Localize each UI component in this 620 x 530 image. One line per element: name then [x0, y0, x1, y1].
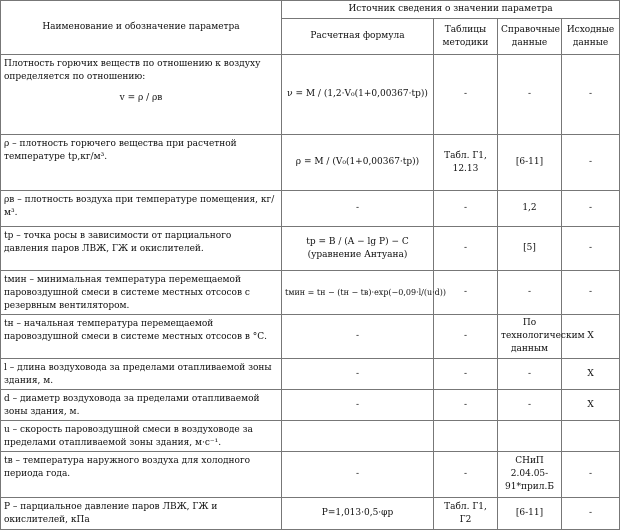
row-reference: -: [498, 271, 562, 315]
row-description: tн – начальная температура перемещаемой паровоздушной смеси в системе местных отсосов в °С.: [1, 315, 282, 359]
row-description: tв – температура наружного воздуха для холодного периода года.: [1, 452, 282, 498]
header-formula: Расчетная формула: [282, 19, 434, 55]
row-formula: [282, 421, 434, 452]
row-description: ρ – плотность горючего вещества при расчетной температуре tр,кг/м³.: [1, 135, 282, 191]
table-row: [1, 271, 620, 315]
table-row: [1, 359, 620, 390]
row-reference: [5]: [498, 227, 562, 271]
row-reference: [6-11]: [498, 498, 562, 530]
row-formula-note: (уравнение Антуана): [307, 249, 408, 260]
row-initial: Х: [562, 390, 620, 421]
row-formula: ν = M / (1,2·V₀(1+0,00367·tр)): [282, 55, 434, 135]
row-initial: -: [562, 452, 620, 498]
row-description: tр – точка росы в зависимости от парциального давления паров ЛВЖ, ГЖ и окислителей.: [1, 227, 282, 271]
row-formula: [282, 227, 434, 271]
row-initial: -: [562, 135, 620, 191]
row-description: u – скорость паровоздушной смеси в воздуховоде за пределами отапливаемой зоны здания, м·с⁻¹.: [1, 421, 282, 452]
row-tables: -: [434, 359, 498, 390]
row-tables: -: [434, 315, 498, 359]
table-row: [1, 135, 620, 191]
row-description: d – диаметр воздуховода за пределами отапливаемой зоны здания, м.: [1, 390, 282, 421]
header-tables: Таблицы методики: [434, 19, 498, 55]
row-reference: 1,2: [498, 191, 562, 227]
table-row: [1, 390, 620, 421]
row-reference: -: [498, 55, 562, 135]
row-tables: Табл. Г1, 12.13: [434, 135, 498, 191]
row-initial: -: [562, 55, 620, 135]
row-reference: -: [498, 359, 562, 390]
row-tables: -: [434, 390, 498, 421]
row-initial: Х: [562, 359, 620, 390]
row-formula: ρ = M / (V₀(1+0,00367·tр)): [282, 135, 434, 191]
row-tables: -: [434, 191, 498, 227]
row-formula: -: [282, 315, 434, 359]
row-reference: -: [498, 390, 562, 421]
header-initial: Исходные данные: [562, 19, 620, 55]
row-description: l – длина воздуховода за пределами отапливаемой зоны здания, м.: [1, 359, 282, 390]
row-formula: -: [282, 359, 434, 390]
table-row: [1, 227, 620, 271]
row-reference: По технологическим данным: [498, 315, 562, 359]
row-desc-text: Плотность горючих веществ по отношению к воздуху определяется по отношению:: [4, 59, 261, 82]
row-tables: Табл. Г1, Г2: [434, 498, 498, 530]
row-description: P – парциальное давление паров ЛВЖ, ГЖ и окислителей, кПа: [1, 498, 282, 530]
header-name: Наименование и обозначение параметра: [1, 1, 282, 55]
row-formula: -: [282, 452, 434, 498]
row-tables: -: [434, 271, 498, 315]
row-reference: [498, 421, 562, 452]
row-initial: -: [562, 271, 620, 315]
row-initial: [562, 421, 620, 452]
row-formula-main: tр = B / (A − lg P) − C: [306, 236, 409, 247]
row-reference: [6-11]: [498, 135, 562, 191]
row-formula: P=1,013·0,5·φр: [282, 498, 434, 530]
table-row: [1, 191, 620, 227]
row-formula: -: [282, 390, 434, 421]
row-description: ρв – плотность воздуха при температуре помещения, кг/м³.: [1, 191, 282, 227]
row-initial: -: [562, 498, 620, 530]
row-tables: [434, 421, 498, 452]
row-tables: -: [434, 452, 498, 498]
row-tables: -: [434, 55, 498, 135]
header-source-group: Источник сведения о значении параметра: [282, 1, 620, 19]
table-row: [1, 498, 620, 530]
row-reference: СНиП 2.04.05-91*прил.Б: [498, 452, 562, 498]
row-formula: tмин = tн − (tн − tв)·exp(−0,09·l/(u·d)): [282, 271, 434, 315]
row-description: tмин – минимальная температура перемещаемой паровоздушной смеси в системе местных отсосов с резервным вентилятором.: [1, 271, 282, 315]
row-desc-formula: v = ρ / ρв: [119, 93, 163, 103]
table-row: [1, 452, 620, 498]
row-initial: -: [562, 227, 620, 271]
row-tables: -: [434, 227, 498, 271]
row-initial: Х: [562, 315, 620, 359]
table-row: [1, 421, 620, 452]
table-row: [1, 315, 620, 359]
row-description: [1, 55, 282, 135]
row-initial: -: [562, 191, 620, 227]
row-formula: -: [282, 191, 434, 227]
header-reference: Справочные данные: [498, 19, 562, 55]
table-row: [1, 55, 620, 135]
